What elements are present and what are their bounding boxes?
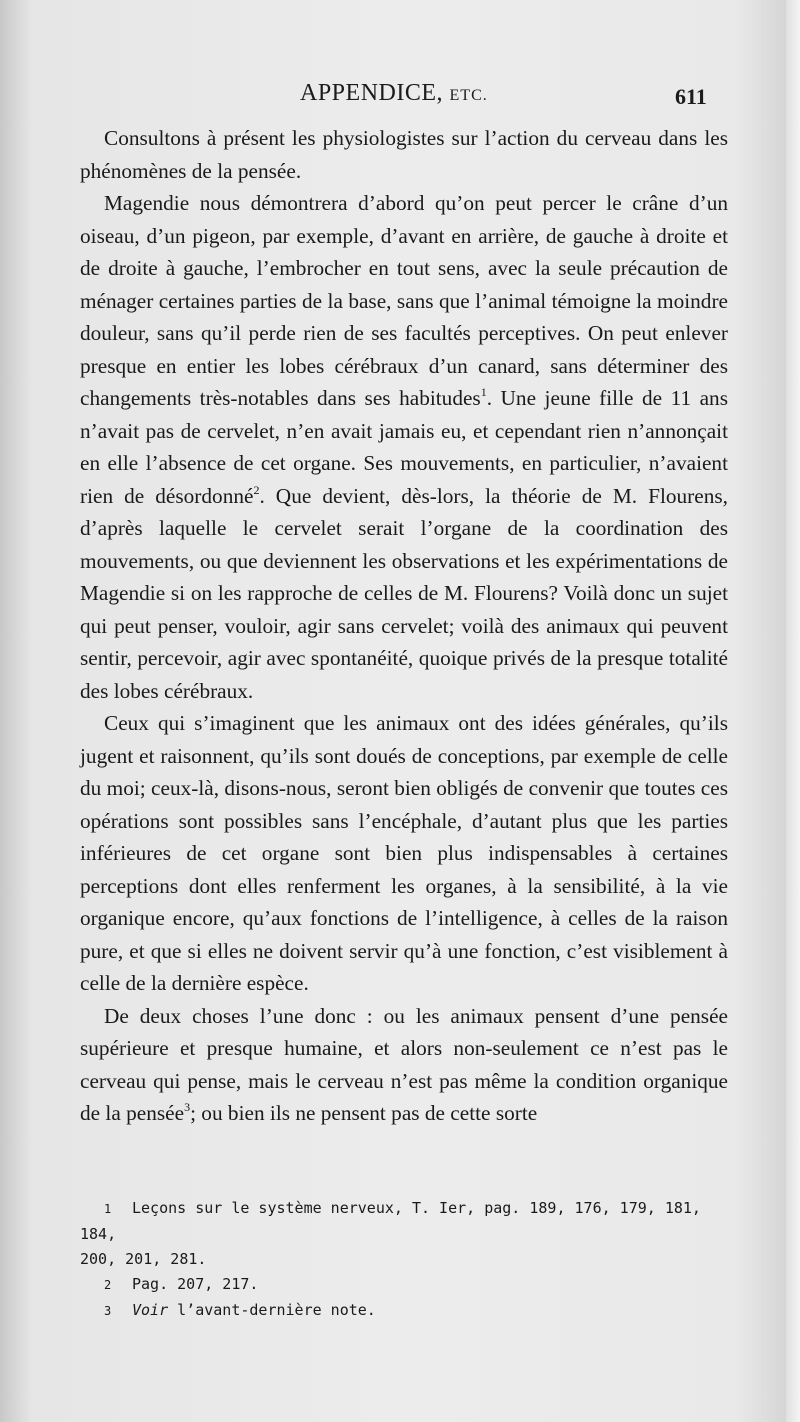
- body-text: [80, 122, 728, 1130]
- footnote-line: [80, 1298, 740, 1324]
- paragraph-text: . Une jeune fille de 11 ans n’avait pas de cervelet, n’en avait jamais eu, et cependant rien n’annonçait en elle l’absence de cet organe. Ses mouvements, en particulier, n’avaient rien de désordonné: [80, 386, 728, 508]
- footnotes: [80, 1196, 740, 1324]
- paragraph-text: Consultons à présent les physiologistes sur l’action du cerveau dans les phénomènes de la pensée.: [80, 126, 728, 183]
- paragraph: [80, 187, 728, 707]
- footnote-text: Leçons sur le système nerveux, T. Ier, pag. 189, 176, 179, 181, 184,: [80, 1199, 701, 1243]
- footnote-text: l’avant-dernière note.: [168, 1301, 376, 1319]
- footnote-number: 1: [104, 1202, 112, 1216]
- paragraph: [80, 707, 728, 1000]
- running-head: [300, 80, 488, 107]
- running-head-title: APPENDICE,: [300, 80, 444, 106]
- footnote-marker: 1: [480, 385, 487, 399]
- footnote-line: [80, 1247, 740, 1272]
- paragraph-text: Ceux qui s’imaginent que les animaux ont des idées générales, qu’ils jugent et raisonnent, qu’ils sont doués de conceptions, par exemple de celle du moi; ceux-là, disons-nous, seront bien obligés de convenir que toutes ces opérations sont possibles sans l’encéphale, d’autant plus que les parties inférieures de cet organe sont bien plus indispensables à certaines perceptions dont elles renferment les organes, à la sensibilité, à la vie organique encore, qu’aux fonctions de l’intelligence, à celles de la raison pure, et que si elles ne doivent servir qu’à une fonction, c’est visiblement à celle de la dernière espèce.: [80, 711, 728, 995]
- paragraph-text: ; ou bien ils ne pensent pas de cette sorte: [190, 1101, 538, 1125]
- footnote-marker: 3: [184, 1100, 191, 1114]
- footnote-number: 3: [104, 1304, 112, 1318]
- footnote-line: [80, 1196, 740, 1247]
- page-number: 611: [675, 84, 707, 109]
- footnote-number: 2: [104, 1278, 112, 1292]
- paragraph-text: . Que devient, dès-lors, la théorie de M. Flourens, d’après laquelle le cervelet serait l’organe de la coordination des mouvements, ou que deviennent les observations et les expérimentations de Magendie si on les rapproche de celles de M. Flourens? Voilà donc un sujet qui peut penser, vouloir, agir sans cervelet; voilà des animaux qui peuvent sentir, percevoir, agir avec spontanéité, quoique privés de la presque totalité des lobes cérébraux.: [80, 483, 728, 703]
- footnote-text: 200, 201, 281.: [80, 1250, 207, 1268]
- page-header: [0, 74, 800, 114]
- paragraph: [80, 1000, 728, 1130]
- page-edge: [786, 0, 800, 1422]
- paragraph-text: Magendie nous démontrera d’abord qu’on peut percer le crâne d’un oiseau, d’un pigeon, par exemple, d’avant en arrière, de gauche à droite et de droite à gauche, l’embrocher en tout sens, avec la seule précaution de ménager certaines parties de la base, sans que l’animal témoigne la moindre douleur, sans qu’il perde rien de ses facultés perceptives. On peut enlever presque en entier les lobes cérébraux d’un canard, sans déterminer des changements très-notables dans ses habitudes: [80, 191, 728, 410]
- footnote-marker: 2: [253, 482, 260, 497]
- footnote-italic: Voir: [132, 1301, 169, 1319]
- footnote-text: Pag. 207, 217.: [132, 1275, 259, 1293]
- paragraph-text: De deux choses l’une donc : ou les animaux pensent d’une pensée supérieure et presque humaine, et alors non-seulement ce n’est pas le cerveau qui pense, mais le cerveau n’est pas même la condition organique de la pensée: [80, 1003, 728, 1125]
- paragraph: [80, 122, 728, 187]
- running-head-etc: ETC.: [449, 87, 488, 104]
- footnote-line: [80, 1272, 740, 1298]
